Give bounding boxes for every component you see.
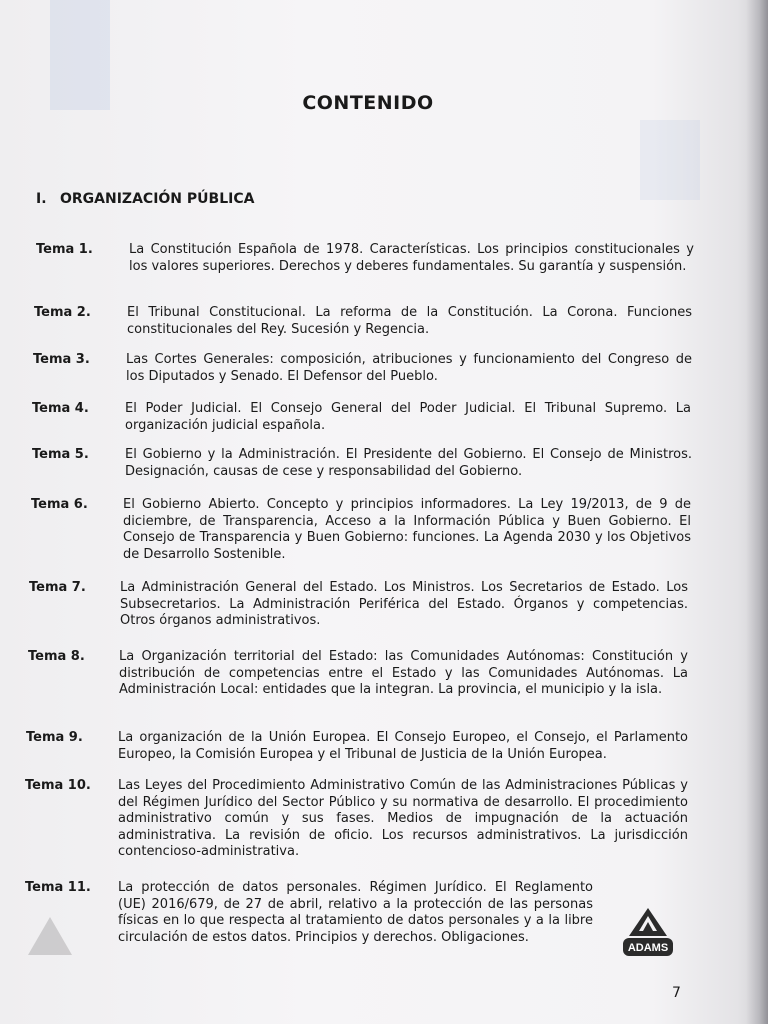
page-title: CONTENIDO — [302, 92, 434, 114]
tema-text: Las Cortes Generales: composición, atribuciones y funcionamiento del Congreso de los Diputados y Senado. El Defensor del Pueblo. — [126, 352, 692, 384]
section-number: I. — [36, 191, 47, 207]
tema-text: La protección de datos personales. Régimen Jurídico. El Reglamento (UE) 2016/679, de 27 de abril, relativo a la protección de las personas físicas en lo que respecta al tratamiento de datos personales y a la libre circulación de estos datos. Principios y derechos. Obligaciones. — [118, 880, 593, 945]
tema-label: Tema 4. — [32, 401, 89, 416]
page-number: 7 — [672, 985, 681, 1001]
tema-text: El Poder Judicial. El Consejo General del Poder Judicial. El Tribunal Supremo. La organización judicial española. — [125, 401, 691, 433]
page-tab-mark — [640, 120, 700, 200]
section-title: ORGANIZACIÓN PÚBLICA — [60, 191, 255, 207]
tema-label: Tema 11. — [25, 880, 91, 895]
tema-text: El Tribunal Constitucional. La reforma de la Constitución. La Corona. Funciones constitucionales del Rey. Sucesión y Regencia. — [127, 305, 692, 337]
tema-label: Tema 2. — [34, 305, 91, 320]
tema-label: Tema 1. — [36, 242, 93, 257]
tema-label: Tema 9. — [26, 730, 83, 745]
tema-text: La Administración General del Estado. Los Ministros. Los Secretarios de Estado. Los Subsecretarios. La Administración Periférica del Estado. Órganos y competencias. Otros órganos administrativos. — [120, 580, 688, 628]
ghost-publisher-logo-icon — [26, 915, 74, 961]
tema-label: Tema 7. — [29, 580, 86, 595]
tema-label: Tema 5. — [32, 447, 89, 462]
tema-label: Tema 8. — [28, 649, 85, 664]
tema-text: Las Leyes del Procedimiento Administrativo Común de las Administraciones Públicas y del Régimen Jurídico del Sector Público y su normativa de desarrollo. El procedimiento administrativo común y sus fases. Medios de impugnación de la actuación administrativa. La revisión de oficio. Los recursos administrativos. La jurisdicción contencioso-administrativa. — [118, 778, 688, 859]
tema-text: La Organización territorial del Estado: las Comunidades Autónomas: Constitución y distribución de competencias entre el Estado y las Comunidades Autónomas. La Administración Local: entidades que la integran. La provincia, el municipio y la isla. — [119, 649, 688, 697]
tema-text: El Gobierno y la Administración. El Presidente del Gobierno. El Consejo de Ministros. Designación, causas de cese y responsabilidad del Gobierno. — [125, 447, 692, 479]
section-heading — [36, 191, 254, 207]
tema-text: El Gobierno Abierto. Concepto y principios informadores. La Ley 19/2013, de 9 de diciembre, de Transparencia, Acceso a la Información Pública y Buen Gobierno. El Consejo de Transparencia y Buen Gobierno: funciones. La Agenda 2030 y los Objetivos de Desarrollo Sostenible. — [123, 497, 691, 562]
tema-label: Tema 6. — [31, 497, 88, 512]
tema-text: La Constitución Española de 1978. Características. Los principios constitucionales y los valores superiores. Derechos y deberes fundamentales. Su garantía y suspensión. — [129, 242, 694, 274]
spine-shadow — [746, 0, 768, 1024]
tema-label: Tema 3. — [33, 352, 90, 367]
adams-logo-icon — [619, 906, 677, 962]
adams-logo-text: ADAMS — [627, 942, 669, 954]
tema-label: Tema 10. — [25, 778, 91, 793]
tema-text: La organización de la Unión Europea. El Consejo Europeo, el Consejo, el Parlamento Europeo, la Comisión Europea y el Tribunal de Justicia de la Unión Europea. — [118, 730, 688, 762]
